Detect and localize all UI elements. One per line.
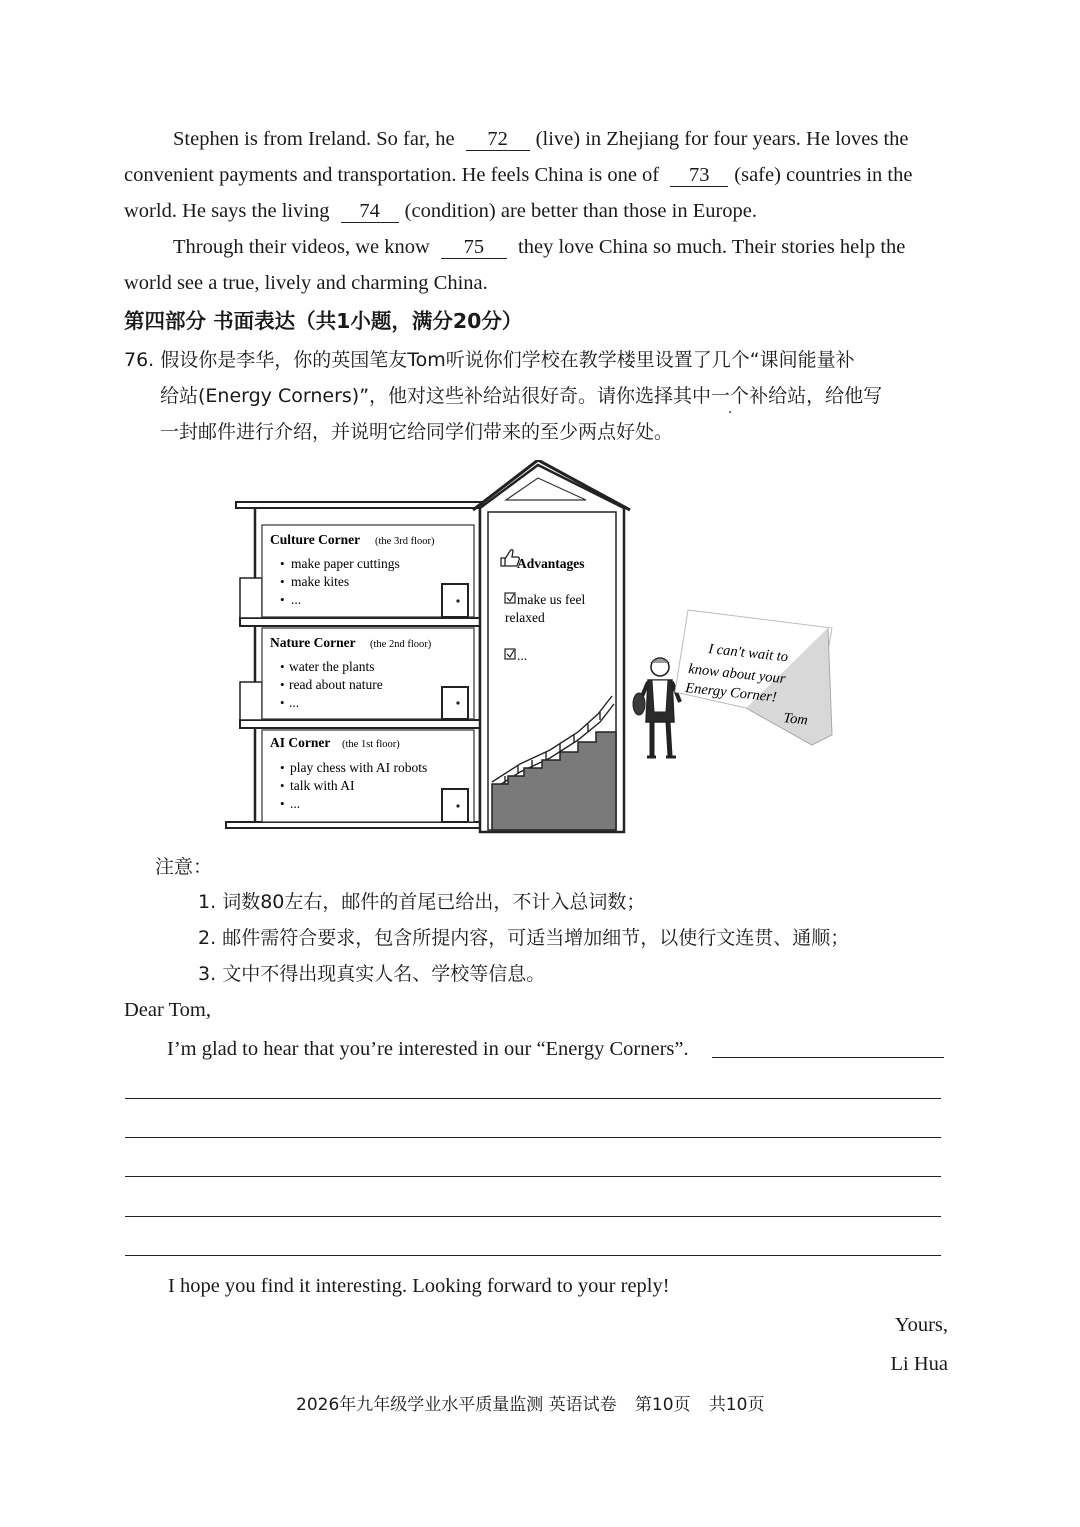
question-line: 一封邮件进行介绍，并说明它给同学们带来的至少两点好处。: [160, 421, 674, 443]
passage-line: [124, 198, 757, 224]
note-number: 3.: [198, 963, 217, 985]
speech-text: I can't wait to: [707, 641, 789, 666]
writing-line[interactable]: [712, 1057, 944, 1058]
footer-exam-title: 2026年九年级学业水平质量监测 英语试卷: [296, 1395, 617, 1415]
list-item: talk with AI: [290, 778, 355, 793]
email-signature: Li Hua: [890, 1353, 948, 1375]
passage-text: (safe) countries in the: [734, 164, 913, 186]
bullet: •: [280, 592, 285, 607]
energy-corners-illustration: [220, 460, 840, 840]
door: [442, 687, 468, 719]
passage-text: world. He says the living: [124, 200, 330, 222]
email-closing: I hope you find it interesting. Looking forward to your reply!: [168, 1275, 670, 1297]
list-item: read about nature: [289, 677, 383, 692]
section-heading: 第四部分 书面表达（共1小题，满分20分）: [124, 309, 523, 333]
nature-corner-name: Nature Corner: [270, 635, 356, 650]
list-item: ...: [290, 796, 301, 811]
bullet: •: [280, 574, 285, 589]
bullet: •: [280, 659, 285, 674]
writing-line[interactable]: [125, 1137, 941, 1138]
passage-text: Through their videos, we know: [173, 236, 430, 258]
note-item: [198, 961, 545, 987]
door: [442, 789, 468, 822]
note-text: 邮件需符合要求，包含所提内容，可适当增加细节，以使行文连贯、通顺；: [222, 927, 850, 949]
advantage-item: make us feel: [517, 592, 586, 607]
bullet: •: [280, 695, 285, 710]
passage-text: (live) in Zhejiang for four years. He loves the: [535, 128, 909, 150]
notes-label: 注意：: [155, 856, 213, 878]
culture-corner-floor: (the 3rd floor): [375, 536, 435, 547]
email-greeting: Dear Tom,: [124, 999, 211, 1021]
advantages-title: Advantages: [517, 556, 585, 571]
passage-line: [173, 234, 905, 260]
question-number: 76.: [124, 349, 155, 371]
advantage-item: ...: [517, 648, 528, 663]
list-item: ...: [291, 592, 302, 607]
question-text: 给站(Energy Corners)”，他对这些补给站很好奇。请你选择其中: [160, 385, 712, 407]
speech-name: Tom: [782, 710, 809, 729]
speech-text: know about your: [687, 661, 787, 688]
speech-text: Energy Corner!: [684, 680, 778, 706]
bullet: •: [280, 778, 285, 793]
passage-line: world see a true, lively and charming China.: [124, 272, 488, 294]
culture-corner-name: Culture Corner: [270, 532, 361, 547]
note-number: 1.: [198, 891, 217, 913]
footer-total-pages: 共10页: [708, 1395, 765, 1415]
blank-75: 75: [441, 236, 507, 259]
email-signoff: Yours,: [894, 1314, 948, 1336]
bullet: •: [280, 796, 285, 811]
ai-corner-name: AI Corner: [270, 735, 331, 750]
blank-74: 74: [341, 200, 399, 223]
note-number: 2.: [198, 927, 217, 949]
tom-figure: [633, 658, 680, 757]
bullet: •: [280, 677, 285, 692]
emphasized-text: 一个: [711, 385, 750, 407]
balcony: [240, 682, 262, 720]
passage-text: Stephen is from Ireland. So far, he: [173, 128, 455, 150]
email-opening: I’m glad to hear that you’re interested in our “Energy Corners”.: [167, 1038, 689, 1060]
door: [442, 584, 468, 617]
ai-corner-floor: (the 1st floor): [342, 739, 400, 750]
passage-line: [124, 162, 912, 188]
list-item: ...: [289, 695, 300, 710]
balcony: [240, 578, 262, 618]
floor-slab: [240, 720, 482, 728]
passage-text: (condition) are better than those in Europe.: [404, 200, 758, 222]
writing-line[interactable]: [125, 1255, 941, 1256]
blank-72: 72: [466, 128, 530, 151]
question-text: 假设你是李华，你的英国笔友Tom听说你们学校在教学楼里设置了几个“课间能量补: [160, 349, 855, 371]
nature-corner-floor: (the 2nd floor): [370, 639, 432, 650]
roof-slab: [236, 502, 482, 508]
note-text: 文中不得出现真实人名、学校等信息。: [222, 963, 546, 985]
page-footer: [296, 1392, 764, 1418]
question-line: [124, 347, 855, 373]
writing-line[interactable]: [125, 1176, 941, 1177]
note-text: 词数80左右，邮件的首尾已给出，不计入总词数；: [222, 891, 646, 913]
advantage-item: relaxed: [505, 610, 545, 625]
list-item: water the plants: [289, 659, 375, 674]
question-line: [160, 383, 882, 409]
writing-line[interactable]: [125, 1098, 941, 1099]
bullet: •: [280, 760, 285, 775]
list-item: make paper cuttings: [291, 556, 400, 571]
passage-text: convenient payments and transportation. He feels China is one of: [124, 164, 660, 186]
floor-slab: [240, 618, 482, 626]
passage-text: they love China so much. Their stories help the: [518, 236, 906, 258]
passage-line: [173, 126, 909, 152]
blank-73: 73: [670, 164, 728, 187]
footer-page-number: 第10页: [634, 1395, 691, 1415]
bullet: •: [280, 556, 285, 571]
list-item: play chess with AI robots: [290, 760, 428, 775]
note-item: [198, 925, 849, 951]
list-item: make kites: [291, 574, 350, 589]
note-item: [198, 889, 645, 915]
writing-line[interactable]: [125, 1216, 941, 1217]
question-text: 补给站，给他写: [749, 385, 883, 407]
